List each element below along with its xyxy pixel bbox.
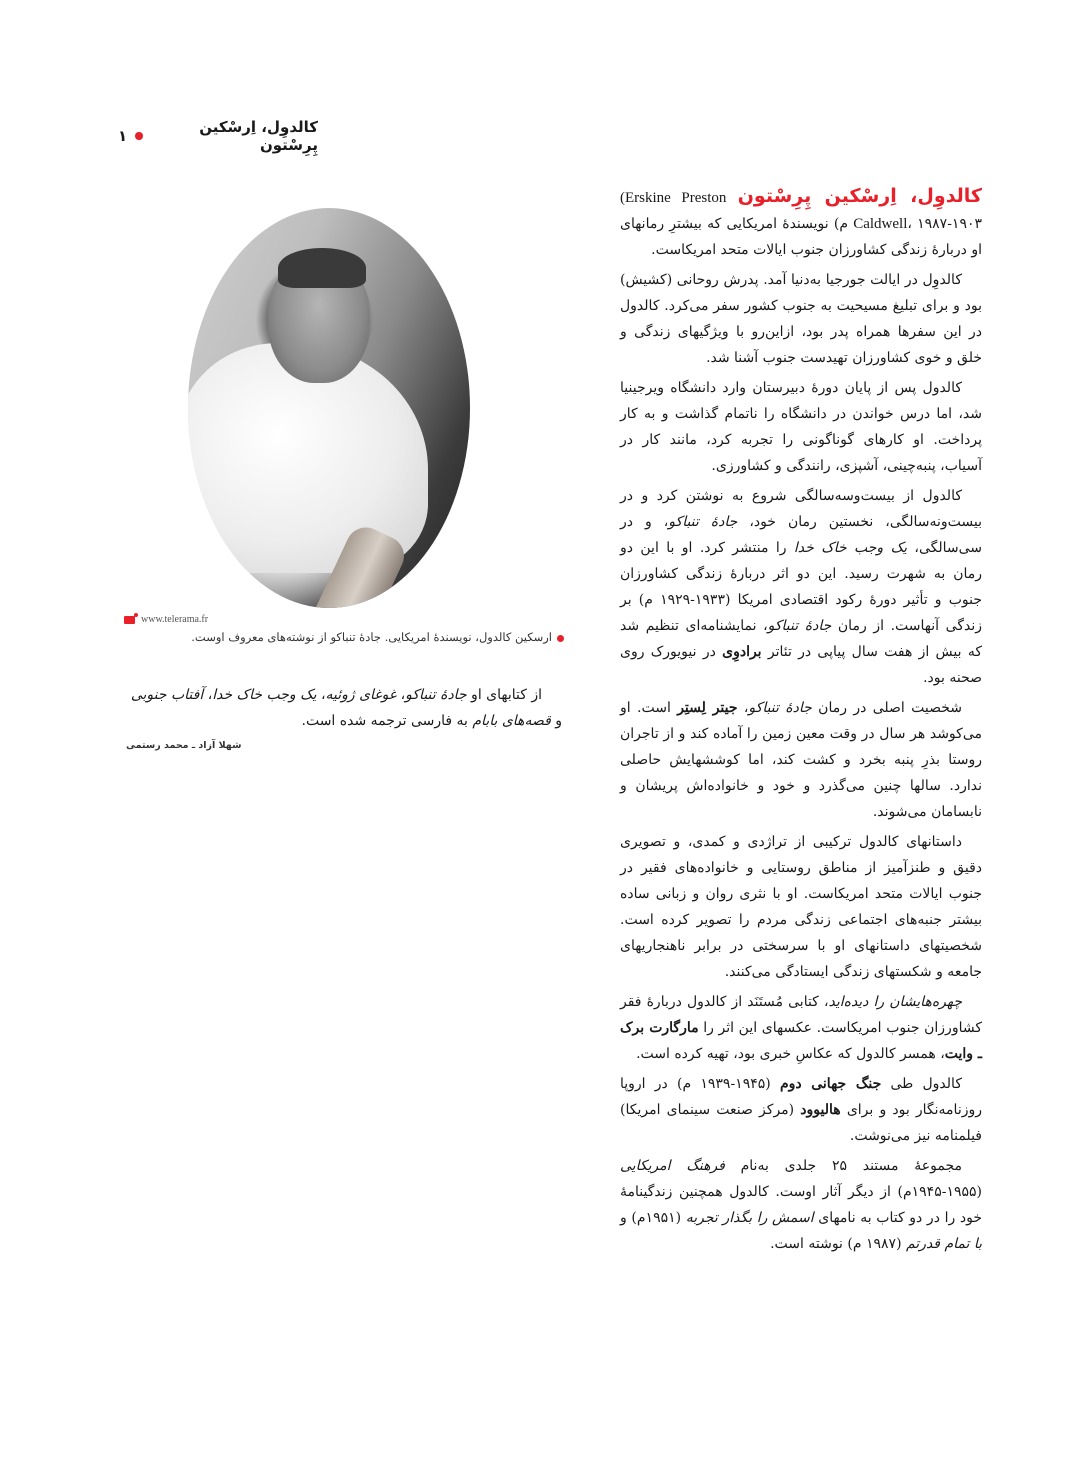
text-run: به فارسی ترجمه شده است.	[301, 713, 473, 729]
paragraph	[126, 682, 562, 734]
entry-title: کالدوِل، اِرسْکین پِرِسْتون	[737, 185, 982, 207]
author-portrait	[188, 208, 470, 608]
book-title: فرهنگ امریکایی	[620, 1158, 725, 1174]
character-name: جیتر لِستِر	[677, 700, 738, 716]
photo-credit	[124, 614, 208, 625]
text-run: ،	[203, 687, 213, 703]
photo-caption	[124, 630, 564, 644]
text-run: از کتابهای او	[466, 687, 542, 703]
text-run: مجموعۀ مستند ۲۵ جلدی به‌نام	[724, 1158, 962, 1174]
text-run: (۱۹۴۵-۱۹۳۹ م) در اروپا روزنامه‌نگار بود و برای	[620, 1076, 982, 1118]
paragraph	[620, 1153, 982, 1257]
text-run: ،	[396, 687, 406, 703]
text-run: و	[550, 713, 562, 729]
cross-reference: برادوِی	[722, 644, 762, 660]
text-run: (۱۹۵۵-۱۹۴۵م) از دیگر آثار اوست. کالدول همچنین زندگینامۀ خود را در دو کتاب به نامهای	[620, 1184, 982, 1226]
paragraph: داستانهای کالدول ترکیبی از تراژدی و کمدی، و تصویری دقیق و طنزآمیز از مناطق روستایی و خانواده‌های فقیر در جنوب ایالات متحد امریکاست. او با نثری روان و زبانی ساده بیشتر جنبه‌های اجتماعی زندگی مردم را تصویر کرده است. شخصیتهای داستانهای او با سرسختی در برابر ناهنجاریهای جامعه و شکستهای زندگی ایستادگی می‌کنند.	[620, 834, 982, 980]
text-run: ، نمایشنامه‌ای تنظیم شد که بیش از هفت سال پیاپی در تئاتر	[620, 618, 982, 660]
text-run: شخصیت اصلی در رمان	[811, 700, 963, 716]
text-run: کالدول طی	[881, 1076, 962, 1092]
text-run: ، کتابی مُستَنَد از کالدول دربارۀ فقر کشاورزان جنوب امریکاست. عکسهای این اثر را	[620, 994, 982, 1036]
paragraph	[620, 989, 982, 1067]
paragraph	[620, 1071, 982, 1149]
paragraph	[620, 695, 982, 825]
text-run: کالدول از بیست‌وسه‌سالگی شروع به نوشتن کرد و در بیست‌ونه‌سالگی، نخستین رمان خود،	[620, 488, 983, 530]
text-run: را منتشر کرد. او با این دو رمان به شهرت رسید. این دو اثر دربارۀ زندگی کشاورزان جنوب و تأثیر دورۀ رکود اقتصادی امریکا (۱۹۳۳-۱۹۲۹ م) بر زندگی آنهاست. از رمان	[620, 540, 983, 634]
book-title: با تمام قدرتم	[905, 1236, 982, 1252]
translations-note	[126, 682, 562, 734]
running-head-title: کالدوِل، اِرسْکین پِرِسْتون	[199, 118, 318, 154]
text-run: در نیویورک روی صحنه بود.	[620, 644, 982, 686]
text-run: است. او می‌کوشد هر سال در وقت معین زمین را آماده کند و از تاجران روستا بذرِ پنبه بخرد و کشت کند، اما کوششهایش حاصلی ندارد. سالها چنین می‌گذرد و خود و خانواده‌اش پریشان و نابسامان می‌شوند.	[620, 700, 982, 820]
caption-text: ارسکین کالدول، نویسندۀ امریکایی. جادۀ تنباکو از نوشته‌های معروف اوست.	[191, 630, 552, 644]
bullet-dot-icon	[557, 635, 564, 642]
title-tail: ،	[907, 216, 912, 232]
intro-text: ۱۹۸۷-۱۹۰۳ م) نویسندۀ امریکایی که بیشترِ رمانهای او دربارۀ زندگی کشاورزان جنوب ایالات متحد امریکاست.	[620, 216, 983, 258]
photo-credit-url: www.telerama.fr	[141, 614, 209, 625]
paragraph	[620, 483, 982, 691]
text-run: ،	[737, 700, 749, 716]
latin-name: (Erskine Preston Caldwell	[620, 190, 908, 232]
book-title: آفتاب جنوبی	[130, 687, 204, 703]
bullet-dot-icon	[135, 132, 142, 140]
text-run: ، و در سی‌سالگی،	[620, 514, 983, 556]
book-title: جادۀ تنباکو	[668, 514, 738, 530]
book-title: قصه‌های بابام	[472, 713, 551, 729]
article-body	[620, 183, 982, 1261]
paragraph-intro	[620, 183, 982, 263]
book-title: چهره‌هایشان را دیده‌اید	[828, 994, 963, 1010]
cross-reference: جنگ جهانی دوم	[779, 1076, 882, 1092]
paragraph: کالدول پس از پایان دورۀ دبیرستان وارد دانشگاه ویرجینیا شد، اما درس خواندن در دانشگاه را ناتمام گذاشت و به کار پرداخت. او کارهای گوناگونی را تجربه کرد، مانند کار در آسیاب، پنبه‌چینی، آشپزی، رانندگی و کشاورزی.	[620, 380, 982, 474]
book-title: جادۀ تنباکو	[767, 618, 832, 634]
book-title: اسمش را بگذار تجربه	[685, 1210, 814, 1226]
text-run: ،	[316, 687, 326, 703]
running-head	[118, 118, 318, 154]
paragraph: کالدوِل در ایالت جورجیا به‌دنیا آمد. پدرش روحانی (کشیش) بود و برای تبلیغ مسیحیت به جنوب کشور سفر می‌کرد. کالدول در این سفرها همراه پدر بود، ازاین‌رو با ویژگیهای زندگی و خلق و خوی کشاورزان تهیدست جنوب آشنا شد.	[620, 272, 982, 366]
book-title: یک وجب خاک خدا	[212, 687, 317, 703]
book-title: جادۀ تنباکو	[405, 687, 467, 703]
article-authors: شهلا آزاد ـ محمد رستمی	[126, 740, 242, 751]
cross-reference: مارگارت برک ـ وایت	[620, 1020, 982, 1062]
text-run: ، همسر کالدول که عکاسِ خبری بود، تهیه کرده است.	[636, 1046, 945, 1062]
camera-icon	[124, 616, 135, 624]
book-title: غوغای ژوئیه	[325, 687, 397, 703]
page-number: ۱	[118, 127, 128, 145]
text-run: (۱۹۸۷ م) نوشته است.	[770, 1236, 906, 1252]
book-title: جادۀ تنباکو	[748, 700, 812, 716]
text-run: (۱۹۵۱م) و	[620, 1210, 686, 1226]
book-title: یک وجب خاک خدا	[793, 540, 908, 556]
cross-reference: هالیوود	[800, 1102, 841, 1118]
portrait-hair	[278, 248, 366, 288]
text-run: (مرکز صنعت سینمای امریکا) فیلمنامه نیز می‌نوشت.	[620, 1102, 982, 1144]
